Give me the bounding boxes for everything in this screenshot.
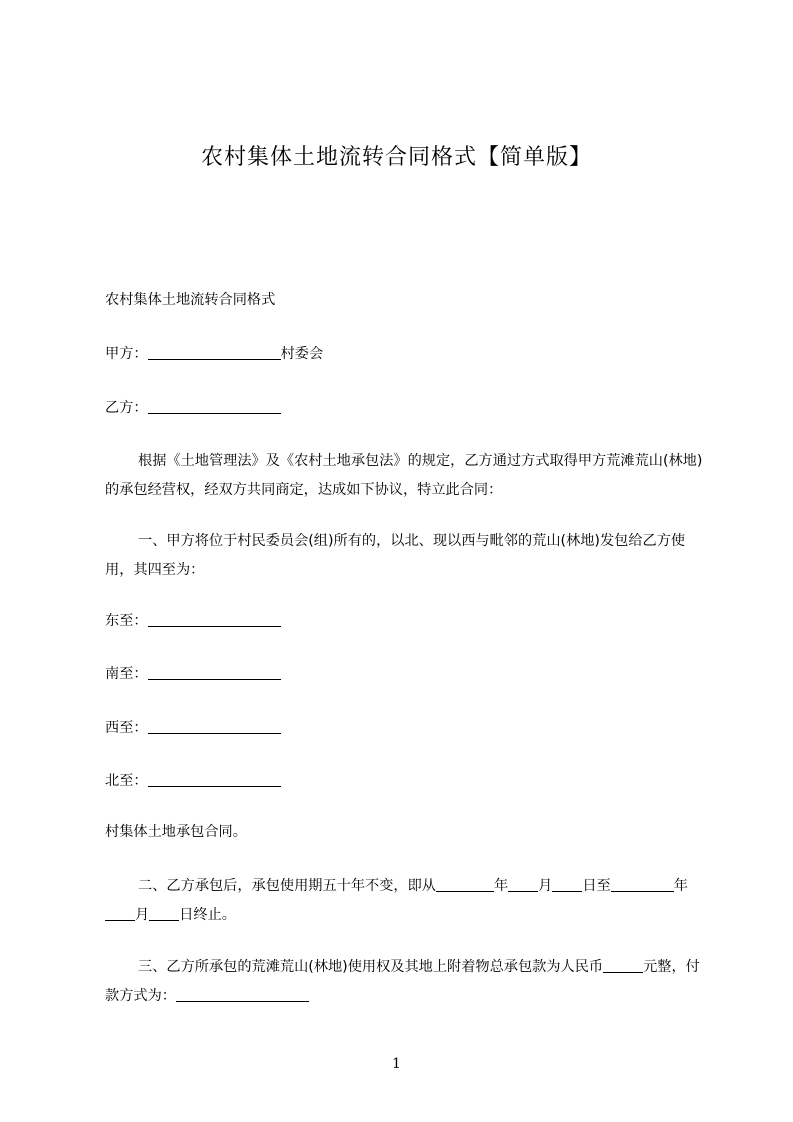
- east-bound-label: 东至：: [105, 613, 148, 629]
- contract-note: 村集体土地承包合同。: [105, 824, 247, 840]
- end-day-label: 日终止。: [179, 907, 236, 923]
- party-b-line: [105, 394, 703, 423]
- start-year-label: 年: [493, 878, 509, 894]
- clause-3-text: 三、乙方所承包的荒滩荒山(林地)使用权及其地上附着物总承包款为人民币: [138, 959, 604, 975]
- west-bound-line: [105, 714, 703, 743]
- clause-3-paragraph: [105, 953, 703, 1011]
- end-month-blank: [105, 905, 135, 921]
- end-month-label: 月: [135, 907, 150, 923]
- preamble-paragraph: 根据《土地管理法》及《农村土地承包法》的规定，乙方通过方式取得甲方荒滩荒山(林地)的承包经营权，经双方共同商定，达成如下协议，特立此合同：: [105, 453, 703, 498]
- end-year-blank-b: [643, 876, 674, 892]
- start-year-blank: [436, 876, 494, 892]
- end-day-blank: [149, 905, 179, 921]
- north-bound-line: [105, 767, 703, 796]
- party-b-blank: [148, 398, 281, 414]
- clause-3-payment-text: 元整，付款方式为：: [105, 959, 700, 1004]
- south-bound-line: [105, 660, 703, 689]
- end-year-label: 年: [673, 878, 688, 894]
- start-month-blank: [508, 876, 538, 892]
- clause-2-paragraph: [105, 872, 703, 930]
- document-title: 农村集体土地流转合同格式【简单版】: [200, 145, 592, 170]
- clause-1-paragraph: 一、甲方将位于村民委员会(组)所有的，以北、现以西与毗邻的荒山(林地)发包给乙方使用，其四至为：: [105, 533, 686, 578]
- contract-subtitle: 农村集体土地流转合同格式: [105, 292, 276, 308]
- party-b-label: 乙方：: [105, 400, 148, 416]
- clause-2-text: 二、乙方承包后，承包使用期五十年不变，即从: [138, 878, 436, 894]
- party-a-line: [105, 340, 703, 369]
- party-a-suffix: 村委会: [280, 346, 324, 362]
- start-month-label: 月: [538, 878, 553, 894]
- south-bound-label: 南至：: [105, 666, 148, 682]
- start-day-blank: [552, 876, 582, 892]
- payment-method-blank: [176, 986, 309, 1002]
- south-bound-blank: [148, 664, 281, 680]
- east-bound-blank: [148, 611, 281, 627]
- east-bound-line: [105, 607, 703, 636]
- page-number: 1: [392, 1056, 401, 1072]
- north-bound-blank: [148, 771, 281, 787]
- party-a-blank: [148, 344, 281, 360]
- start-day-label: 日至: [582, 878, 611, 894]
- west-bound-label: 西至：: [105, 720, 148, 736]
- party-a-label: 甲方：: [105, 346, 148, 362]
- amount-blank-a: [603, 957, 633, 973]
- amount-blank-b: [633, 957, 643, 973]
- north-bound-label: 北至：: [105, 773, 148, 789]
- west-bound-blank: [148, 718, 281, 734]
- end-year-blank-a: [611, 876, 643, 892]
